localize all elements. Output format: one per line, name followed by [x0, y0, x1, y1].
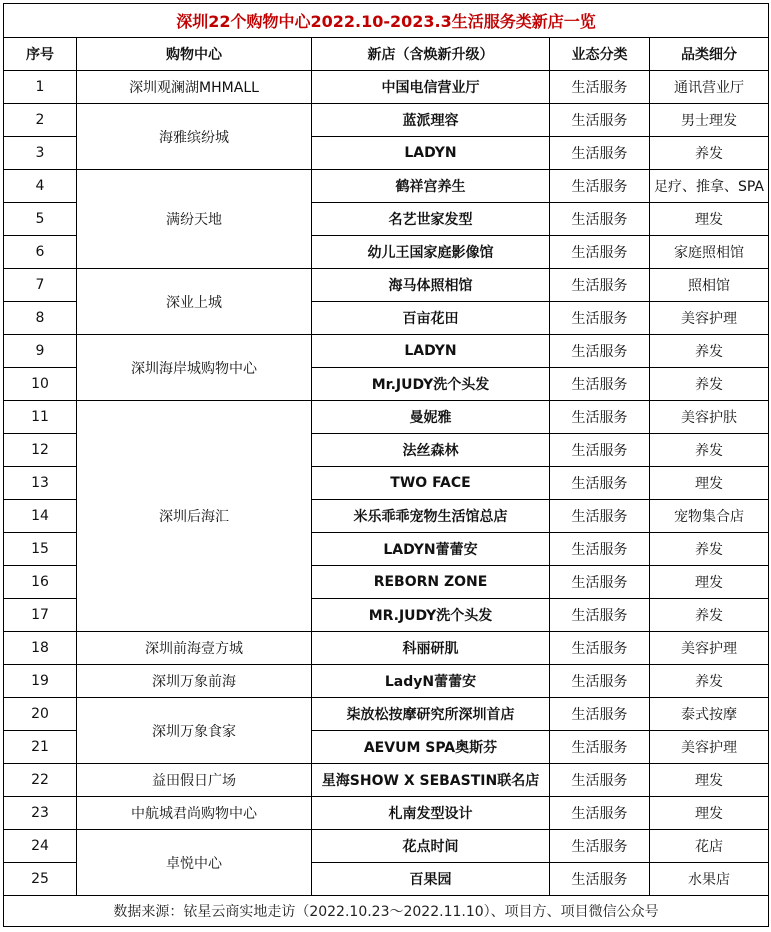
- store-category: 足疗、推拿、SPA: [650, 170, 769, 203]
- store-category: 养发: [650, 368, 769, 401]
- store-name: Mr.JUDY洗个头发: [312, 368, 550, 401]
- table-row: [4, 665, 769, 698]
- store-type: 生活服务: [550, 764, 650, 797]
- store-category: 美容护理: [650, 731, 769, 764]
- store-category: 养发: [650, 665, 769, 698]
- mall-name: 益田假日广场: [77, 764, 312, 797]
- row-no: 24: [4, 830, 77, 863]
- store-name: 名艺世家发型: [312, 203, 550, 236]
- title-row: [4, 4, 769, 38]
- row-no: 10: [4, 368, 77, 401]
- row-no: 9: [4, 335, 77, 368]
- store-category: 养发: [650, 599, 769, 632]
- row-no: 20: [4, 698, 77, 731]
- store-category: 照相馆: [650, 269, 769, 302]
- mall-name: 深圳前海壹方城: [77, 632, 312, 665]
- row-no: 16: [4, 566, 77, 599]
- store-type: 生活服务: [550, 368, 650, 401]
- store-name: 百亩花田: [312, 302, 550, 335]
- row-no: 17: [4, 599, 77, 632]
- table-row: [4, 71, 769, 104]
- header-mall: 购物中心: [77, 38, 312, 71]
- row-no: 3: [4, 137, 77, 170]
- store-type: 生活服务: [550, 335, 650, 368]
- store-type: 生活服务: [550, 863, 650, 896]
- store-category: 美容护肤: [650, 401, 769, 434]
- row-no: 5: [4, 203, 77, 236]
- mall-name: 深圳万象前海: [77, 665, 312, 698]
- store-category: 养发: [650, 335, 769, 368]
- row-no: 22: [4, 764, 77, 797]
- data-source-note: 数据来源：铱星云商实地走访（2022.10.23～2022.11.10）、项目方、项目微信公众号: [4, 896, 769, 927]
- table-row: [4, 401, 769, 434]
- store-category: 理发: [650, 797, 769, 830]
- store-name: 柒放松按摩研究所深圳首店: [312, 698, 550, 731]
- row-no: 21: [4, 731, 77, 764]
- row-no: 8: [4, 302, 77, 335]
- store-type: 生活服务: [550, 434, 650, 467]
- table-row: [4, 170, 769, 203]
- store-type: 生活服务: [550, 467, 650, 500]
- store-name: 曼妮雅: [312, 401, 550, 434]
- store-category: 家庭照相馆: [650, 236, 769, 269]
- row-no: 19: [4, 665, 77, 698]
- store-category: 泰式按摩: [650, 698, 769, 731]
- store-name: 法丝森林: [312, 434, 550, 467]
- store-type: 生活服务: [550, 71, 650, 104]
- store-category: 男士理发: [650, 104, 769, 137]
- store-name: TWO FACE: [312, 467, 550, 500]
- row-no: 1: [4, 71, 77, 104]
- store-name: 札南发型设计: [312, 797, 550, 830]
- store-category: 宠物集合店: [650, 500, 769, 533]
- store-category: 通讯营业厅: [650, 71, 769, 104]
- document: [3, 3, 768, 927]
- store-name: 花点时间: [312, 830, 550, 863]
- store-type: 生活服务: [550, 269, 650, 302]
- table-row: [4, 104, 769, 137]
- store-type: 生活服务: [550, 698, 650, 731]
- row-no: 13: [4, 467, 77, 500]
- store-type: 生活服务: [550, 500, 650, 533]
- row-no: 18: [4, 632, 77, 665]
- mall-name: 深圳海岸城购物中心: [77, 335, 312, 401]
- table-row: [4, 797, 769, 830]
- store-category: 理发: [650, 467, 769, 500]
- store-type: 生活服务: [550, 599, 650, 632]
- store-type: 生活服务: [550, 533, 650, 566]
- row-no: 11: [4, 401, 77, 434]
- store-type: 生活服务: [550, 566, 650, 599]
- row-no: 15: [4, 533, 77, 566]
- mall-name: 卓悦中心: [77, 830, 312, 896]
- header-store: 新店（含焕新升级）: [312, 38, 550, 71]
- store-name: 米乐乖乖宠物生活馆总店: [312, 500, 550, 533]
- store-type: 生活服务: [550, 401, 650, 434]
- store-name: LADYN蕾蕾安: [312, 533, 550, 566]
- store-type: 生活服务: [550, 797, 650, 830]
- mall-name: 深圳万象食家: [77, 698, 312, 764]
- store-category: 养发: [650, 137, 769, 170]
- store-type: 生活服务: [550, 236, 650, 269]
- mall-name: 中航城君尚购物中心: [77, 797, 312, 830]
- store-category: 理发: [650, 203, 769, 236]
- store-type: 生活服务: [550, 170, 650, 203]
- table-row: [4, 830, 769, 863]
- store-name: 海马体照相馆: [312, 269, 550, 302]
- store-name: 鹤祥宫养生: [312, 170, 550, 203]
- store-name: 蓝派理容: [312, 104, 550, 137]
- store-name: AEVUM SPA奥斯芬: [312, 731, 550, 764]
- table-row: [4, 269, 769, 302]
- header-row: [4, 38, 769, 71]
- store-type: 生活服务: [550, 632, 650, 665]
- store-category: 养发: [650, 434, 769, 467]
- store-type: 生活服务: [550, 203, 650, 236]
- store-type: 生活服务: [550, 104, 650, 137]
- store-type: 生活服务: [550, 830, 650, 863]
- store-category: 美容护理: [650, 632, 769, 665]
- mall-name: 满纷天地: [77, 170, 312, 269]
- store-category: 美容护理: [650, 302, 769, 335]
- store-name: 星海SHOW X SEBASTIN联名店: [312, 764, 550, 797]
- row-no: 12: [4, 434, 77, 467]
- store-name: REBORN ZONE: [312, 566, 550, 599]
- table-row: [4, 764, 769, 797]
- mall-name: 深圳后海汇: [77, 401, 312, 632]
- store-type: 生活服务: [550, 731, 650, 764]
- row-no: 6: [4, 236, 77, 269]
- header-no: 序号: [4, 38, 77, 71]
- new-stores-table: [3, 3, 769, 927]
- store-name: 中国电信营业厅: [312, 71, 550, 104]
- store-name: LADYN: [312, 137, 550, 170]
- store-type: 生活服务: [550, 665, 650, 698]
- row-no: 25: [4, 863, 77, 896]
- store-name: LADYN: [312, 335, 550, 368]
- table-row: [4, 335, 769, 368]
- row-no: 14: [4, 500, 77, 533]
- table-row: [4, 632, 769, 665]
- header-type: 业态分类: [550, 38, 650, 71]
- table-row: [4, 698, 769, 731]
- mall-name: 海雅缤纷城: [77, 104, 312, 170]
- store-category: 花店: [650, 830, 769, 863]
- store-category: 理发: [650, 764, 769, 797]
- row-no: 4: [4, 170, 77, 203]
- table-title: 深圳22个购物中心2022.10-2023.3生活服务类新店一览: [4, 4, 769, 38]
- header-category: 品类细分: [650, 38, 769, 71]
- row-no: 23: [4, 797, 77, 830]
- store-category: 养发: [650, 533, 769, 566]
- store-category: 理发: [650, 566, 769, 599]
- store-type: 生活服务: [550, 302, 650, 335]
- store-category: 水果店: [650, 863, 769, 896]
- store-name: LadyN蕾蕾安: [312, 665, 550, 698]
- mall-name: 深业上城: [77, 269, 312, 335]
- store-name: 科丽研肌: [312, 632, 550, 665]
- table-body: [4, 71, 769, 896]
- store-name: MR.JUDY洗个头发: [312, 599, 550, 632]
- store-name: 百果园: [312, 863, 550, 896]
- mall-name: 深圳观澜湖MHMALL: [77, 71, 312, 104]
- store-type: 生活服务: [550, 137, 650, 170]
- row-no: 2: [4, 104, 77, 137]
- row-no: 7: [4, 269, 77, 302]
- footer-row: [4, 896, 769, 927]
- store-name: 幼儿王国家庭影像馆: [312, 236, 550, 269]
